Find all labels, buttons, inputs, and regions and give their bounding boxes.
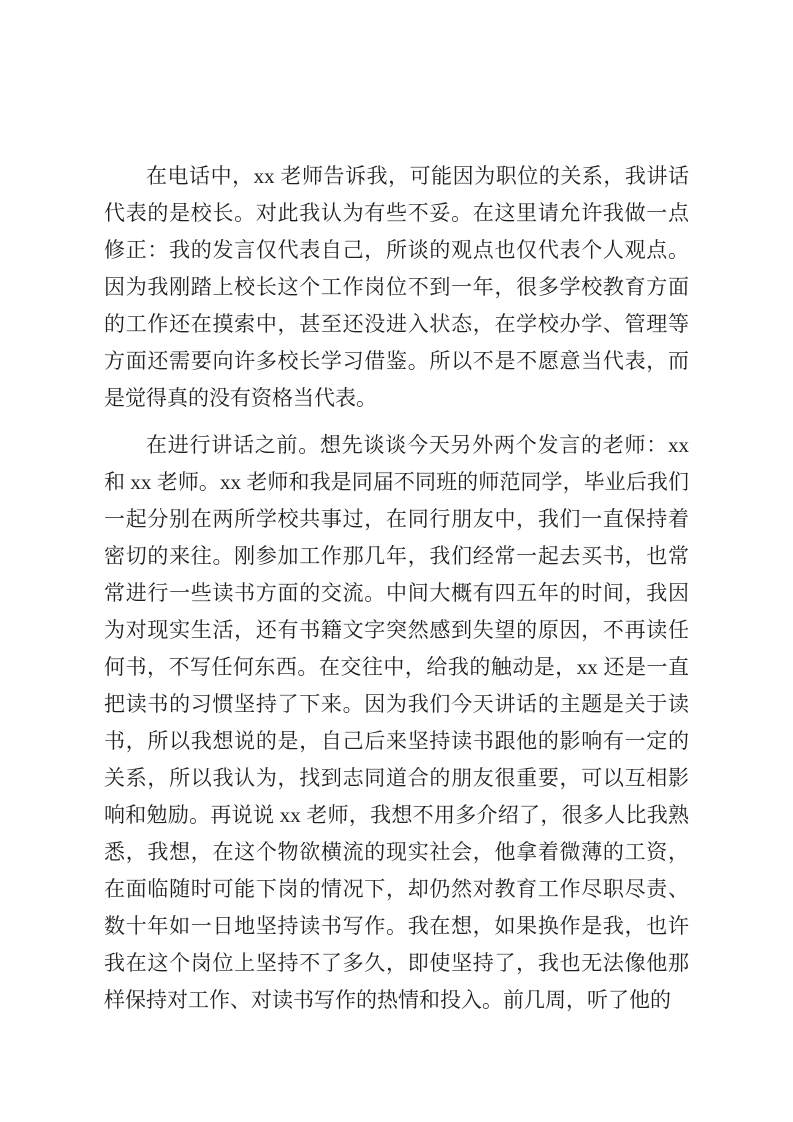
document-text-block: [104, 158, 689, 1029]
paragraph: 在电话中，xx 老师告诉我，可能因为职位的关系，我讲话代表的是校长。对此我认为有些不妥。在这里请允许我做一点修正：我的发言仅代表自己，所谈的观点也仅代表个人观点。因为我刚踏上校长这个工作岗位不到一年，很多学校教育方面的工作还在摸索中，甚至还没进入状态，在学校办学、管理等方面还需要向许多校长学习借鉴。所以不是不愿意当代表，而是觉得真的没有资格当代表。: [104, 164, 689, 410]
paragraph: 在进行讲话之前。想先谈谈今天另外两个发言的老师：xx 和 xx 老师。xx 老师和我是同届不同班的师范同学，毕业后我们一起分别在两所学校共事过，在同行朋友中，我们一直保持着密切的来往。刚参加工作那几年，我们经常一起去买书，也常常进行一些读书方面的交流。中间大概有四五年的时间，我因为对现实生活，还有书籍文字突然感到失望的原因，不再读任何书，不写任何东西。在交往中，给我的触动是，xx 还是一直把读书的习惯坚持了下来。因为我们今天讲话的主题是关于读书，所以我想说的是，自己后来坚持读书跟他的影响有一定的关系，所以我认为，找到志同道合的朋友很重要，可以互相影响和勉励。再说说 xx 老师，我想不用多介绍了，很多人比我熟悉，我想，在这个物欲横流的现实社会，他拿着微薄的工资，在面临随时可能下岗的情况下，却仍然对教育工作尽职尽责、数十年如一日地坚持读书写作。我在想，如果换作是我，也许我在这个岗位上坚持不了多久，即使坚持了，我也无法像他那样保持对工作、对读书写作的热情和投入。前几周，听了他的: [104, 433, 689, 1012]
